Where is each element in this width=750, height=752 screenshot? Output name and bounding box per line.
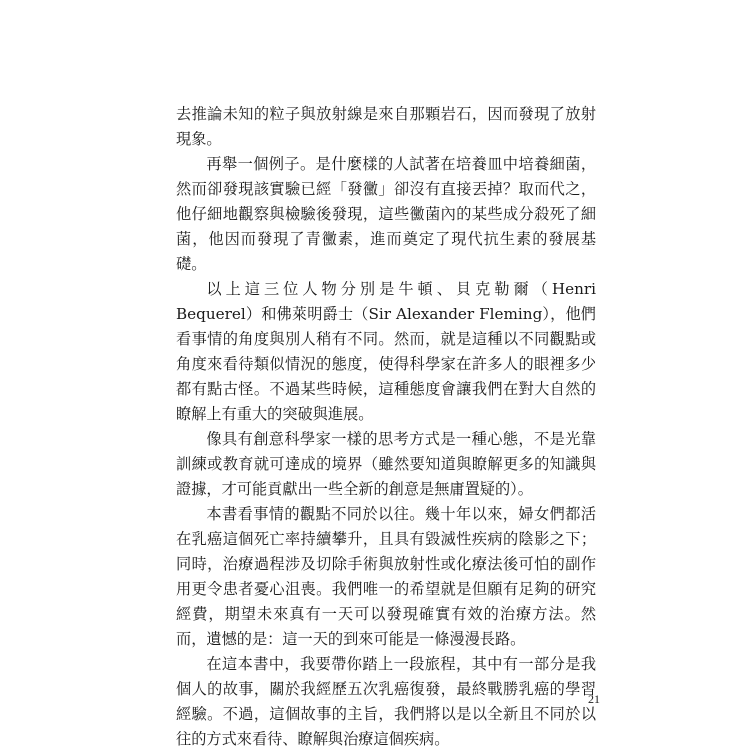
paragraph-continued: 去推論未知的粒子與放射線是來自那顆岩石，因而發現了放射現象。 [176,105,596,148]
paragraph-creative-mindset: 像具有創意科學家一樣的思考方式是一種心態，不是光靠訓練或教育就可達成的境界（雖然要知道與瞭解更多的知識與證據，才可能貢獻出一些全新的創意是無庸置疑的）。 [176,430,596,498]
body-text [176,102,596,752]
paragraph-three-scientists: 以上這三位人物分別是牛頓、貝克勒爾（Henri Bequerel）和佛萊明爵士（Sir Alexander Fleming），他們看事情的角度與別人稍有不同。然而，就是這種以不同觀點或角度來看待類似情況的態度，使得科學家在許多人的眼裡多少都有點古怪。不過某些時候，這種態度會讓我們在對大自然的瞭解上有重大的突破與進展。 [176,280,596,423]
paragraph-breast-cancer: 本書看事情的觀點不同於以往。幾十年以來，婦女們都活在乳癌這個死亡率持續攀升，且具有毀滅性疾病的陰影之下；同時，治療過程涉及切除手術與放射性或化療法後可怕的副作用更令患者憂心沮喪。我們唯一的希望就是但願有足夠的研究經費，期望未來真有一天可以發現確實有效的治療方法。然而，遺憾的是：這一天的到來可能是一條漫漫長路。 [176,505,596,648]
paragraph-penicillin-example: 再舉一個例子。是什麼樣的人試著在培養皿中培養細菌，然而卻發現該實驗已經「發黴」卻沒有直接丟掉？取而代之，他仔細地觀察與檢驗後發現，這些黴菌內的某些成分殺死了細菌，他因而發現了青黴素，進而奠定了現代抗生素的發展基礎。 [176,155,596,273]
paragraph-journey: 在這本書中，我要帶你踏上一段旅程，其中有一部分是我個人的故事，關於我經歷五次乳癌復發，最終戰勝乳癌的學習經驗。不過，這個故事的主旨，我們將以是以全新且不同於以往的方式來看待、瞭解與治療這個疾病。 [176,655,596,748]
page-number: 21 [588,692,600,706]
